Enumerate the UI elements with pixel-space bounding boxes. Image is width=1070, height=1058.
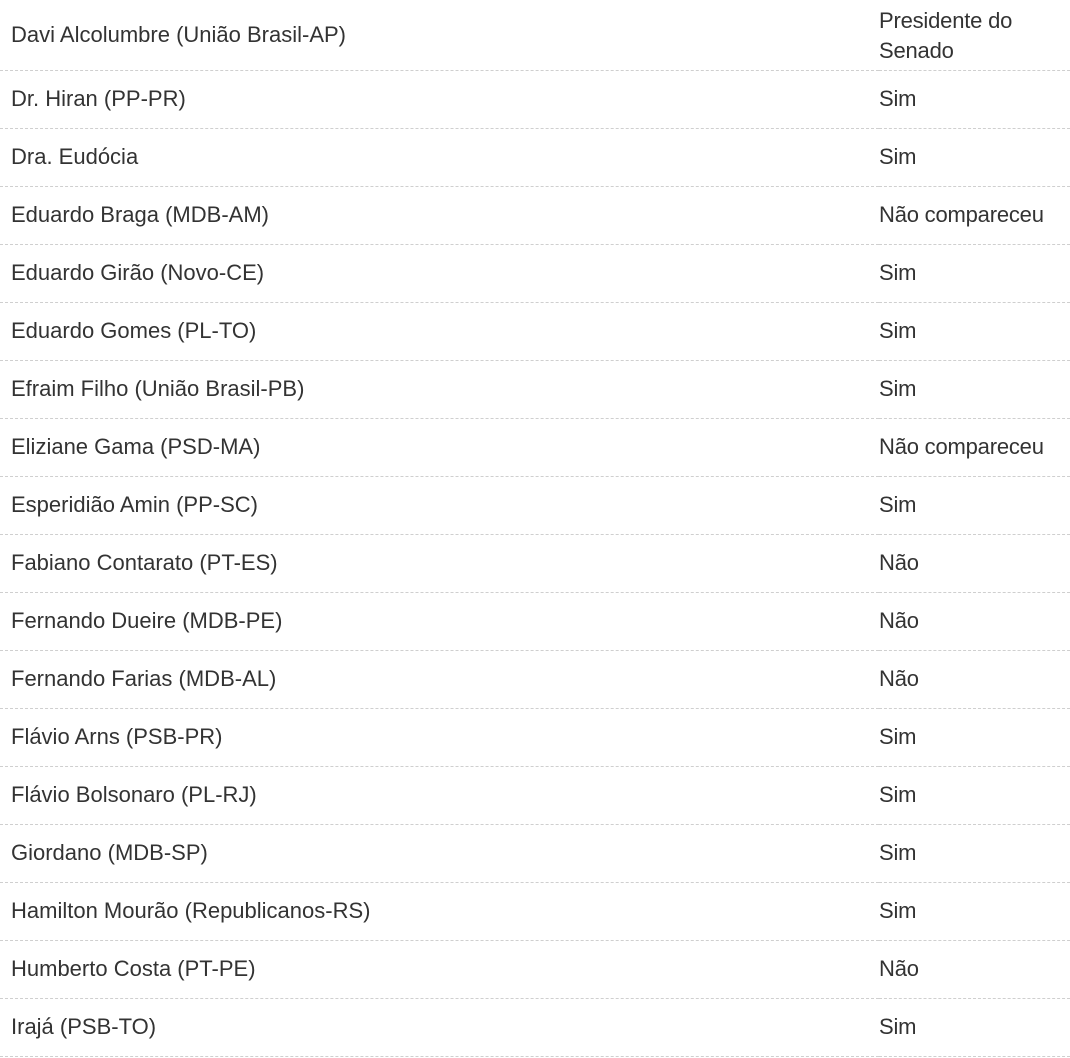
table-row <box>0 940 1070 998</box>
table-row <box>0 998 1070 1056</box>
senator-vote: Não <box>879 650 1070 708</box>
senator-name: Flávio Bolsonaro (PL-RJ) <box>0 766 879 824</box>
table-row <box>0 534 1070 592</box>
senator-vote: Sim <box>879 244 1070 302</box>
senator-name: Eliziane Gama (PSD-MA) <box>0 418 879 476</box>
senator-vote: Sim <box>879 882 1070 940</box>
senator-vote: Sim <box>879 128 1070 186</box>
senator-name: Davi Alcolumbre (União Brasil-AP) <box>0 0 879 70</box>
senator-vote: Sim <box>879 998 1070 1056</box>
senator-name: Fabiano Contarato (PT-ES) <box>0 534 879 592</box>
table-row <box>0 128 1070 186</box>
table-row <box>0 708 1070 766</box>
table-row <box>0 766 1070 824</box>
senator-vote: Sim <box>879 824 1070 882</box>
senator-vote: Sim <box>879 302 1070 360</box>
senator-name: Fernando Farias (MDB-AL) <box>0 650 879 708</box>
table-row <box>0 186 1070 244</box>
senator-vote: Sim <box>879 708 1070 766</box>
senator-vote: Sim <box>879 766 1070 824</box>
senator-name: Dr. Hiran (PP-PR) <box>0 70 879 128</box>
senator-vote: Não <box>879 592 1070 650</box>
table-row <box>0 592 1070 650</box>
table-row <box>0 476 1070 534</box>
senator-name: Fernando Dueire (MDB-PE) <box>0 592 879 650</box>
senator-name: Efraim Filho (União Brasil-PB) <box>0 360 879 418</box>
senator-name: Irajá (PSB-TO) <box>0 998 879 1056</box>
senator-vote: Presidente do Senado <box>879 0 1070 70</box>
table-row <box>0 70 1070 128</box>
senator-vote: Sim <box>879 360 1070 418</box>
table-row <box>0 882 1070 940</box>
senator-name: Hamilton Mourão (Republicanos-RS) <box>0 882 879 940</box>
table-row <box>0 0 1070 70</box>
senator-name: Eduardo Girão (Novo-CE) <box>0 244 879 302</box>
senator-name: Giordano (MDB-SP) <box>0 824 879 882</box>
senator-vote: Não <box>879 534 1070 592</box>
table-row <box>0 650 1070 708</box>
senator-name: Flávio Arns (PSB-PR) <box>0 708 879 766</box>
table-row <box>0 418 1070 476</box>
senator-name: Humberto Costa (PT-PE) <box>0 940 879 998</box>
senator-vote: Não compareceu <box>879 186 1070 244</box>
senator-name: Dra. Eudócia <box>0 128 879 186</box>
table-row <box>0 824 1070 882</box>
table-row <box>0 244 1070 302</box>
senator-vote: Sim <box>879 476 1070 534</box>
table-row <box>0 302 1070 360</box>
senator-name: Esperidião Amin (PP-SC) <box>0 476 879 534</box>
senator-vote: Não <box>879 940 1070 998</box>
senator-name: Eduardo Gomes (PL-TO) <box>0 302 879 360</box>
senator-vote: Não compareceu <box>879 418 1070 476</box>
table-row <box>0 360 1070 418</box>
senator-vote: Sim <box>879 70 1070 128</box>
senator-name: Eduardo Braga (MDB-AM) <box>0 186 879 244</box>
